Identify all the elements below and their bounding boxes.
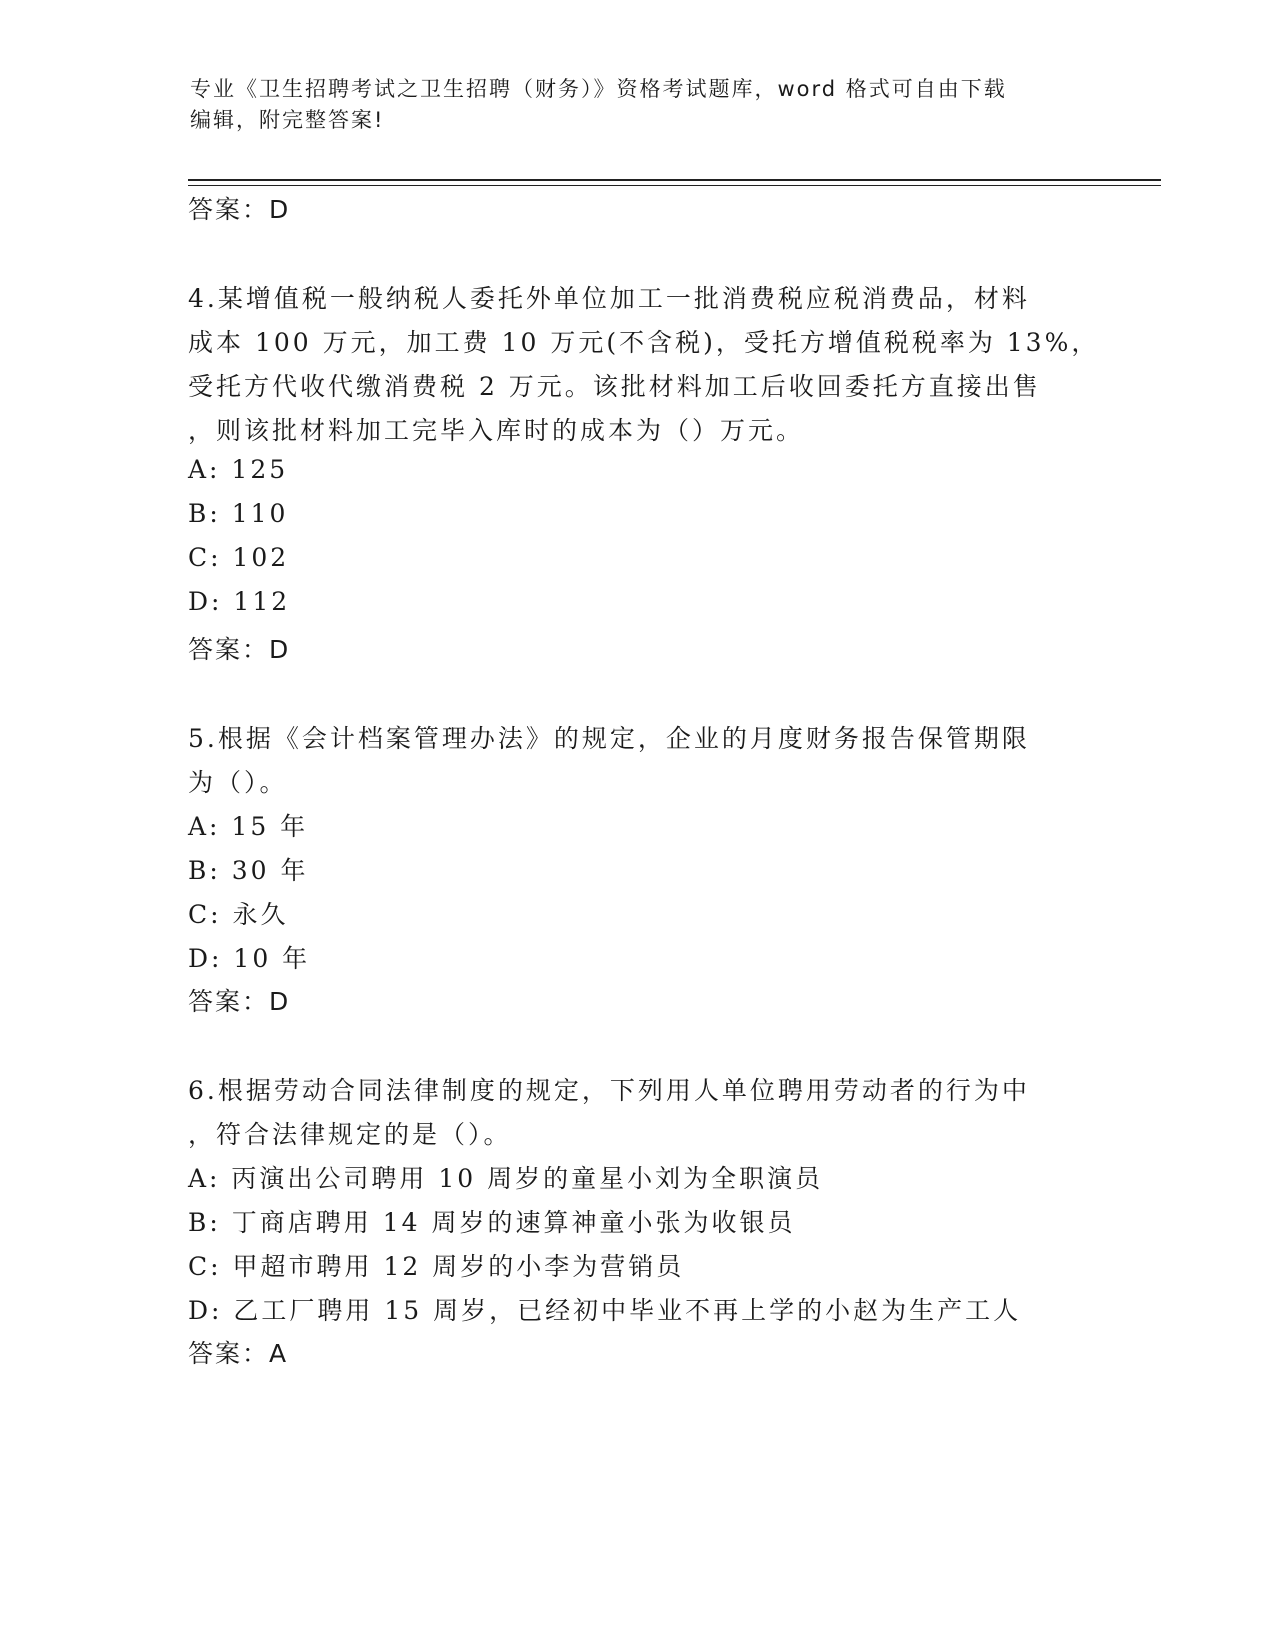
question-4-line-2: 成本 100 万元，加工费 10 万元(不含税)，受托方增值税税率为 13%， <box>188 328 1100 357</box>
question-6-option-d: D: 乙工厂聘用 15 周岁，已经初中毕业不再上学的小赵为生产工人 <box>188 1296 1022 1325</box>
header-divider-thick <box>188 179 1161 181</box>
question-5-option-b: B: 30 年 <box>188 856 309 885</box>
question-5-option-a: A: 15 年 <box>188 812 309 841</box>
previous-answer: 答案：D <box>188 195 291 224</box>
question-6-line-1: 6.根据劳动合同法律制度的规定，下列用人单位聘用劳动者的行为中 <box>188 1076 1030 1105</box>
question-5-answer: 答案：D <box>188 987 291 1016</box>
question-4-line-3: 受托方代收代缴消费税 2 万元。该批材料加工后收回委托方直接出售 <box>188 372 1041 401</box>
question-6-answer: 答案：A <box>188 1339 289 1368</box>
question-4-option-a: A: 125 <box>188 455 289 484</box>
question-4-answer: 答案：D <box>188 635 291 664</box>
question-5-line-1: 5.根据《会计档案管理办法》的规定，企业的月度财务报告保管期限 <box>188 724 1030 753</box>
header-line-2: 编辑，附完整答案! <box>190 108 385 132</box>
question-4-option-d: D: 112 <box>188 587 291 616</box>
question-4-option-b: B: 110 <box>188 499 289 528</box>
question-6-option-c: C: 甲超市聘用 12 周岁的小李为营销员 <box>188 1252 685 1281</box>
question-4-line-1: 4.某增值税一般纳税人委托外单位加工一批消费税应税消费品，材料 <box>188 284 1030 313</box>
question-6-option-b: B: 丁商店聘用 14 周岁的速算神童小张为收银员 <box>188 1208 796 1237</box>
question-5-option-c: C: 永久 <box>188 900 289 929</box>
question-5-option-d: D: 10 年 <box>188 944 311 973</box>
question-6-option-a: A: 丙演出公司聘用 10 周岁的童星小刘为全职演员 <box>188 1164 824 1193</box>
header-divider-thin <box>188 185 1161 186</box>
question-5-line-2: 为（）。 <box>188 768 288 797</box>
question-4-line-4: ，则该批材料加工完毕入库时的成本为（）万元。 <box>188 416 805 445</box>
question-6-line-2: ，符合法律规定的是（）。 <box>188 1120 512 1149</box>
header-line-1: 专业《卫生招聘考试之卫生招聘（财务）》资格考试题库，word 格式可自由下载 <box>190 77 1007 101</box>
question-4-option-c: C: 102 <box>188 543 290 572</box>
document-header <box>190 74 1070 136</box>
